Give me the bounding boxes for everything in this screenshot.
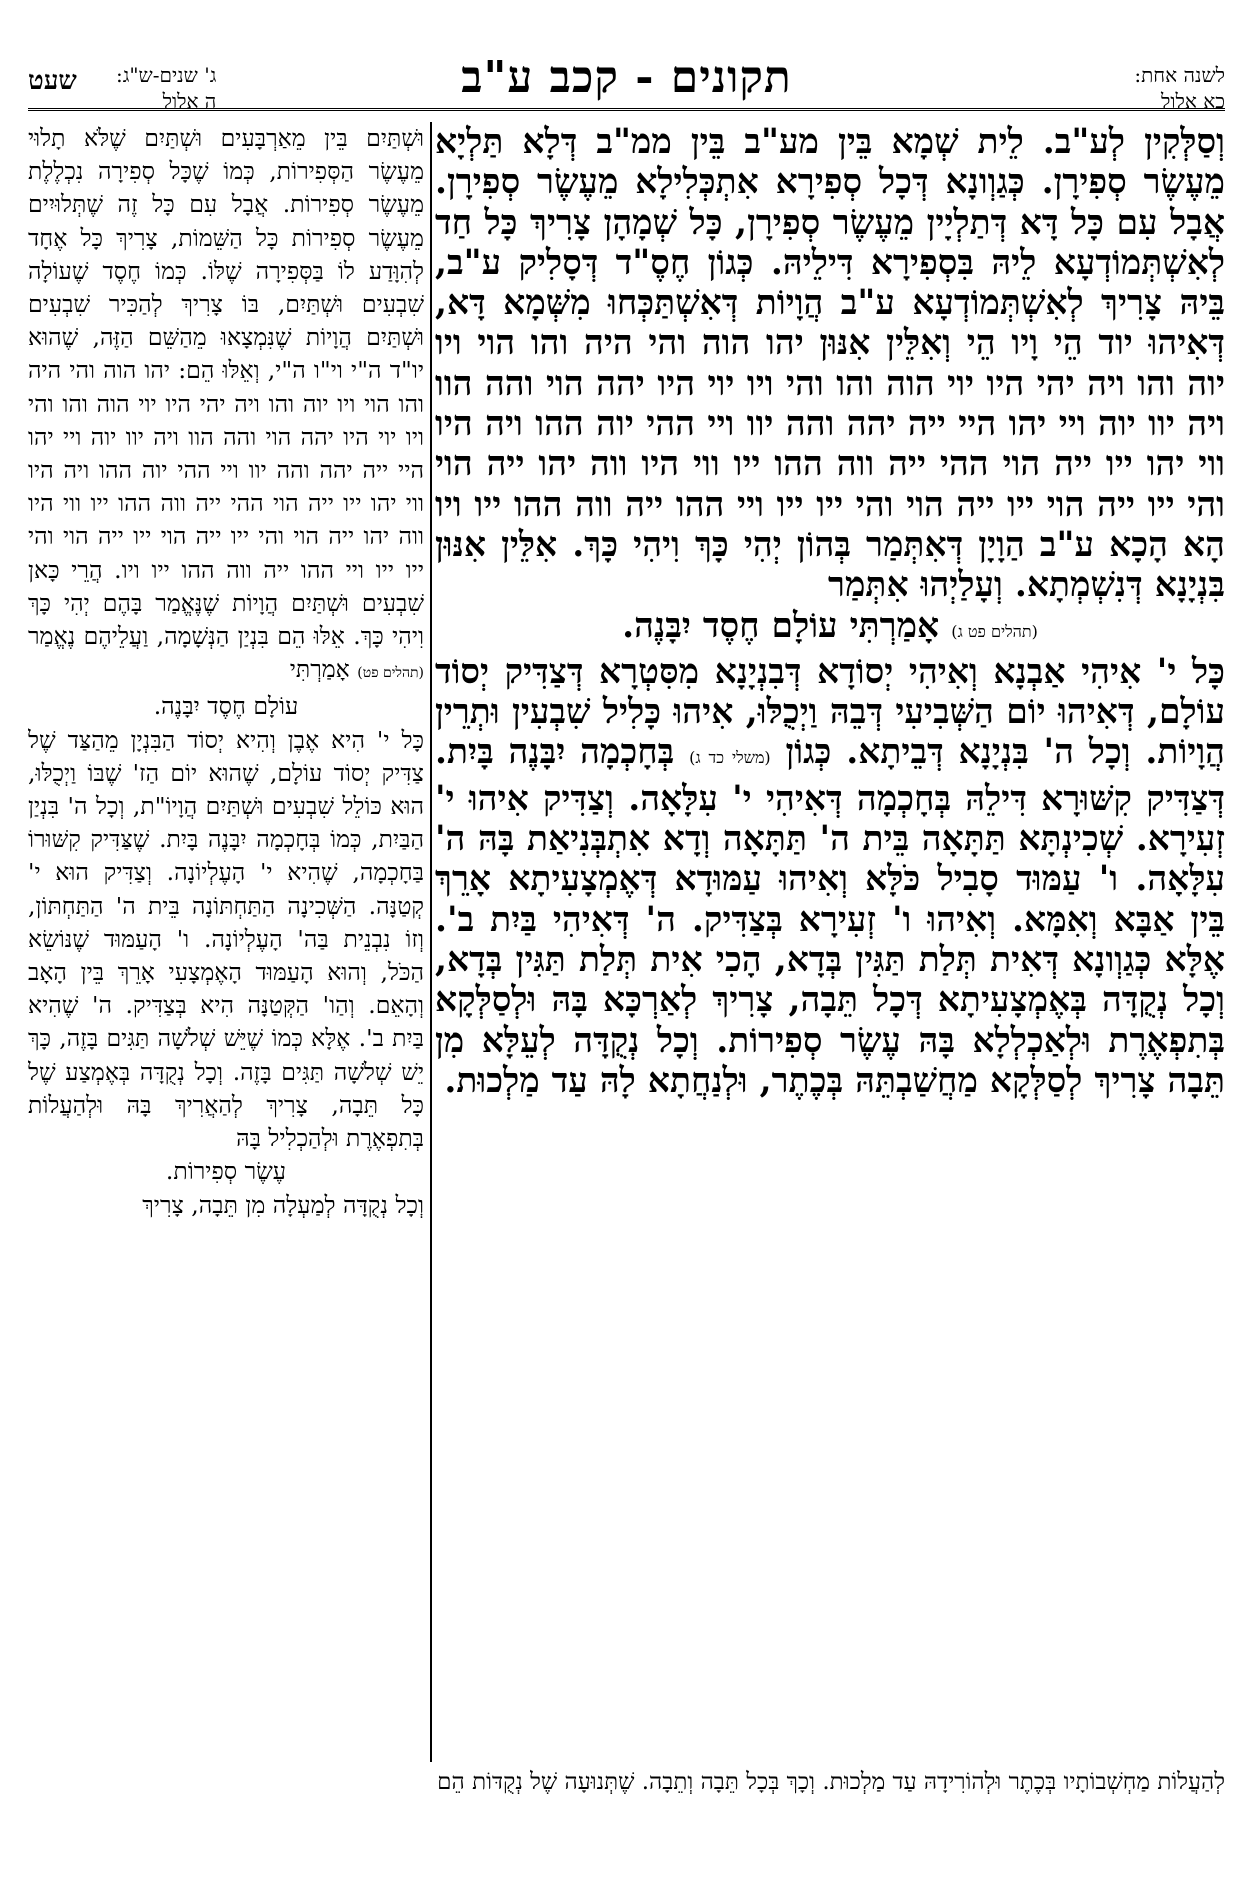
- main-verse-reference: (תהלים פט ג): [951, 621, 1038, 641]
- page-title: תקונים - קכב ע"ב: [461, 52, 792, 103]
- main-paragraph-2-reference: (משלי כד ג): [689, 748, 771, 768]
- commentary-paragraph-2: כָּל י' הִיא אֶבֶן וְהִיא יְסוֹד הַבִּנְיָן מֵהַצַּד שֶׁל צַדִּיק יְסוֹד עוֹלָם, שֶׁהוּא יוֹם הַז' שֶׁבּוֹ וַיְכֻלּוּ, הוּא כּוֹלֵל שִׁבְעִים וּשְׁתַּיִם הֲוָיוֹ"ת, וְכָל ה' בִּנְיַן הַבַּיִת, כְּמוֹ בְּחָכְמָה יִבָּנֶה בָּיִת. שֶׁצַּדִּיק קִשּׁוּרוֹ בַּחָכְמָה, שֶׁהִיא י' הָעֶלְיוֹנָה. וְצַדִּיק הוּא י' קְטַנָּה. הַשְּׁכִינָה הַתַּחְתּוֹנָה בֵּית ה' הַתַּחְתּוֹן, וְזוֹ נִבְנֵית בַּה' הָעֶלְיוֹנָה. ו' הָעַמּוּד שֶׁנּוֹשֵׂא הַכֹּל, וְהוּא הָעַמּוּד הָאֶמְצָעִי אָרֵךְ בֵּין הָאָב וְהָאֵם. וְהַו' הַקְּטַנָּה הִיא בְּצַדִּיק. ה' שֶׁהִיא בַּיִת ב'. אֶלָּא כְּמוֹ שֶׁיֵּשׁ שְׁלֹשָׁה תַּגִּים בָּזֶה, כָּךְ יֵשׁ שְׁלֹשָׁה תַּגִּים בָּזֶה. וְכָל נְקֻדָּה בְּאֶמְצַע שֶׁל כָּל תֵּבָה, צָרִיךְ לְהַאֲרִיךְ בָּהּ וּלְהַעֲלוֹת בְּתִפְאֶרֶת וּלְהַכְלִיל בָּהּ: [28, 725, 424, 1153]
- commentary-verse-reference: (תהלים פט): [357, 665, 424, 682]
- main-paragraph-2-start: כָּל י' אִיהִי אַבְנָא וְאִיהִי יְסוֹדָא דְּבִנְיָנָא מִסִּטְרָא דְּצַדִּיק יְסוֹד עוֹלָם, דְּאִיהוּ יוֹם הַשְּׁבִיעִי דְּבֵהּ וַיְכֻלּוּ, אִיהוּ כָּלִיל שִׁבְעִין וּתְרֵין הֲוָיוֹת. וְכָל ה' בִּנְיָנָא דְּבֵיתָא. כְּגוֹן: [435, 651, 1225, 773]
- header-schedule-three-years-date: ה אלול: [162, 89, 217, 113]
- header-schedule-three-years-label: ג' שנים-ש"ג:: [116, 63, 217, 87]
- commentary-paragraph-1: [28, 122, 424, 690]
- commentary-paragraph-3: וְכָל נְקֻדָּה לְמַעְלָה מִן תֵּבָה, צָרִיךְ: [142, 1190, 424, 1219]
- commentary-column: [28, 122, 424, 1762]
- header-schedule-one-year-date: כא אלול: [1161, 89, 1225, 113]
- main-verse-line: [435, 606, 1225, 652]
- column-divider: [430, 122, 432, 1762]
- page-header: [28, 38, 1225, 113]
- main-verse: אָמַרְתִּי עוֹלָם חֶסֶד יִבָּנֶה.: [622, 605, 940, 646]
- main-paragraph-2: [435, 652, 1225, 1101]
- commentary-paragraph-2-end: עֶשֶׂר סְפִירוֹת.: [165, 1157, 287, 1186]
- commentary-verse-start: אָמַרְתִּי: [289, 655, 350, 684]
- header-divider: [28, 108, 1225, 111]
- main-paragraph-1: וְסַלְּקִין לְע"ב. לֵית שְׁמָא בֵּין מע"ב בֵּין ממ"ב דְּלָא תַּלְיָא מֵעֶשֶׂר סְפִירָן. כְּגַוְונָא דְּכָל סְפִירָא אִתְכְּלִילָא מֵעֶשֶׂר סְפִירָן. אֲבָל עִם כָּל דָּא דְּתַלְיָין מֵעֶשֶׂר סְפִירָן, כָּל שְׁמָהָן צָרִיךְ כָּל חַד לְאִשְׁתְּמוֹדְעָא לֵיהּ בִּסְפִירָא דִּילֵיהּ. כְּגוֹן חֶסֶ"ד דְּסָלִיק ע"ב, בֵּיהּ צָרִיךְ לְאִשְׁתְּמוֹדְעָא ע"ב הֲוָיוֹת דְּאִשְׁתַּכְּחוּ מִשְּׁמָא דָּא, דְּאִיהוּ יוד הֵי וָיו הֵי וְאִלֵּין אִנּוּן יהו הוה והי היה והו הוי ויו יוה והו ויה יהי היו יוי הוה והו והי ויו יוי היו יהה הוי והה הוו ויה יוו יוה ויי יהו היי ייה יהה והה יוו ויי ההי יוה ההו ויה היו ווי יהו ייו ייה הוי ההי ייה ווה ההו ייו ווי היו ווה יהו ייה הוי והי ייו ייה הוי ייו ייה הוי והי ייו ייו ויי ההו ייה ווה ההו ייו ויו הָא הָכָא ע"ב הַוָיָן דְּאִתְּמַר בְּהוֹן יְהִי כָּךְ וִיהִי כָּךְ. אִלֵּין אִנּוּן בִּנְיָנָא דְּנִשְׁמְתָא. וְעָלַיְהוּ אִתְּמַר: [435, 122, 1225, 606]
- commentary-paragraph-1-text: וּשְׁתַּיִם בֵּין מֵאַרְבָּעִים וּשְׁתַּיִם שֶׁלֹּא תָלוּי מֵעֶשֶׂר הַסְּפִירוֹת, כְּמוֹ שֶׁכָּל סְפִירָה נִכְלֶלֶת מֵעֶשֶׂר סְפִירוֹת. אֲבָל עִם כָּל זֶה שֶׁתְּלוּיִים מֵעֶשֶׂר סְפִירוֹת כָּל הַשֵּׁמוֹת, צָרִיךְ כָּל אֶחָד לְהִוָּדַע לוֹ בַּסְּפִירָה שֶׁלּוֹ. כְּמוֹ חֶסֶד שֶׁעוֹלָה שִׁבְעִים וּשְׁתַּיִם, בּוֹ צָרִיךְ לְהַכִּיר שִׁבְעִים וּשְׁתַּיִם הֲוָיוֹת שֶׁנִּמְצָאוּ מֵהַשֵּׁם הַזֶּה, שֶׁהוּא יו"ד ה"י וי"ו ה"י, וְאֵלּוּ הֵם: יהו הוה והי היה והו הוי ויו יוה והו ויה יהי היו יוי הוה והו והי ויו יוי היו יהה הוי והה הוו ויה יוו יוה ויי יהו היי ייה יהה והה יוו ויי ההי יוה ההו ויה היו ווי יהו ייו ייה הוי ההי ייה ווה ההו ייו ווי היו ווה יהו ייה הוי והי ייו ייה הוי ייו ייה הוי והי ייו ייו ויי ההו ייה ווה ההו ייו ויו. הֲרֵי כָּאן שִׁבְעִים וּשְׁתַּיִם הֲוָיוֹת שֶׁנֶּאֱמַר בָּהֶם יְהִי כָּךְ וִיהִי כָּךְ. אֵלּוּ הֵם בִּנְיַן הַנְּשָׁמָה, וַעֲלֵיהֶם נֶאֱמַר: [28, 124, 424, 651]
- page-number: שעט: [28, 66, 77, 96]
- commentary-verse-end: עוֹלָם חֶסֶד יִבָּנֶה.: [153, 692, 299, 721]
- header-schedule-three-years: [116, 62, 216, 114]
- bottom-running-line: לְהַעֲלוֹת מַחְשְׁבוֹתָיו בְּכֶתֶר וּלְהוֹרִידָהּ עַד מַלְכוּת. וְכָךְ בְּכָל תֵּבָה וְתֵבָה. שֶׁתְּנוּעָה שֶׁל נְקֻדּוֹת הֵם: [437, 1769, 1225, 1795]
- main-paragraph-2-rest: בְּחָכְמָה יִבָּנֶה בָּיִת. דְּצַדִּיק קִשּׁוּרָא דִּילֵהּ בְּחָכְמָה דְּאִיהִי י' עִלָּאָה. וְצַדִּיק אִיהוּ י' זְעִירָא. שְׁכִינְתָּא תַּתָּאָה בֵּית ה' תַּתָּאָה וְדָא אִתְבְּנִיאַת בָּהּ ה' עִלָּאָה. ו' עַמּוּד סָבִיל כֹּלָּא וְאִיהוּ עַמּוּדָא דְּאֶמְצָעִיתָא אָרֵךְ בֵּין אַבָּא וְאִמָּא. וְאִיהוּ ו' זְעִירָא בְּצַדִּיק. ה' דְּאִיהִי בַּיִת ב'. אֶלָּא כְּגַוְונָא דְּאִית תְּלַת תַּגִּין בְּדָא, הָכִי אִית תְּלַת תַּגִּין בְּדָא, וְכָל נְקֻדָּה בְּאֶמְצָעִיתָא דְּכָל תֵּבָה, צָרִיךְ לְאַרְכָּא בָּהּ וּלְסַלְּקָא בְּתִפְאֶרֶת וּלְאַכְלְלָא בָּהּ עֶשֶׂר סְפִירוֹת. וְכָל נְקֻדָּה לְעֵלָּא מִן תֵּבָה צָרִיךְ לְסַלְּקָא מַחֲשַׁבְתֵּהּ בְּכֶתֶר, וּלְנַחֲתָא לָהּ עַד מַלְכוּת.: [435, 732, 1225, 1101]
- header-schedule-one-year-label: לשנה אחת:: [1134, 63, 1225, 87]
- main-text-column: [435, 122, 1225, 1762]
